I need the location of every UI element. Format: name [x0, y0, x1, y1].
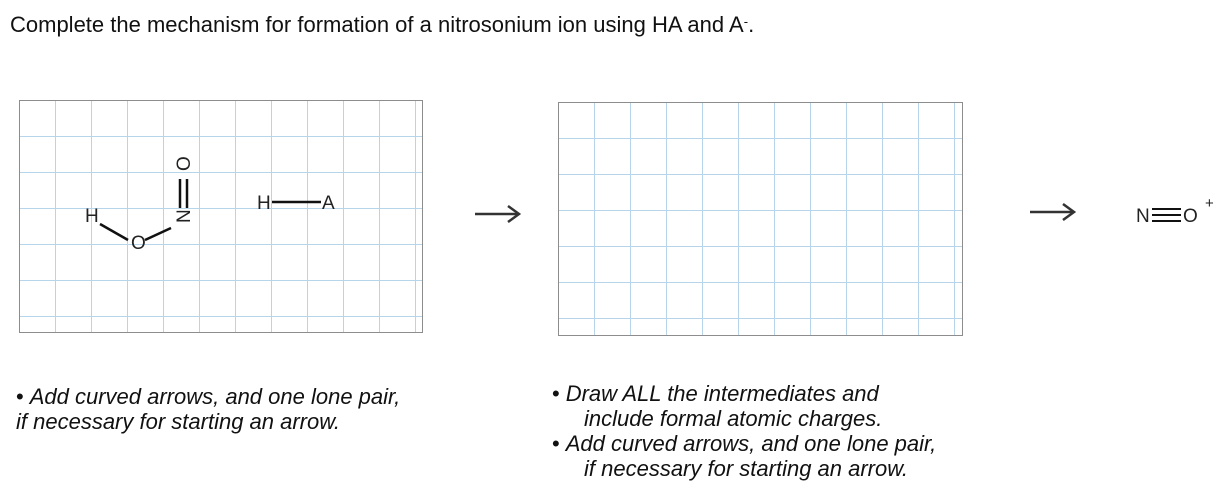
instructions-panel-2: [552, 381, 936, 481]
question-prompt: [10, 12, 754, 38]
instruction-2-item-1-line-1: Draw ALL the intermediates and: [565, 381, 879, 406]
bullet-icon: •: [552, 381, 560, 406]
product-atom-n: N: [1136, 206, 1150, 227]
question-text: Complete the mechanism for formation of a nitrosonium ion using HA and A: [10, 12, 744, 37]
atom-a[interactable]: A: [322, 193, 335, 214]
question-end: .: [748, 12, 755, 37]
atom-n[interactable]: N: [174, 209, 195, 223]
nitrosonium-ion: [1130, 192, 1230, 232]
instructions-panel-1: [16, 384, 400, 434]
atom-o[interactable]: O: [131, 233, 146, 254]
product-charge: +: [1205, 195, 1214, 212]
ha-molecule[interactable]: [20, 101, 424, 334]
atom-o-double[interactable]: O: [174, 156, 195, 171]
instruction-1-line-2: if necessary for starting an arrow.: [16, 409, 341, 434]
instruction-2-item-2-line-1: Add curved arrows, and one lone pair,: [565, 431, 937, 456]
question-superscript: -: [743, 14, 749, 29]
instruction-2-item-1-line-2: include formal atomic charges.: [584, 406, 883, 431]
instruction-1-line-1: Add curved arrows, and one lone pair,: [29, 384, 401, 409]
bullet-icon: •: [16, 384, 24, 409]
drawing-canvas-starting-materials[interactable]: [19, 100, 423, 333]
product-atom-o: O: [1183, 206, 1198, 227]
bullet-icon: •: [552, 431, 560, 456]
right-arrow-icon: [473, 204, 523, 224]
drawing-canvas-intermediates[interactable]: [558, 102, 963, 336]
right-arrow-icon: [1028, 202, 1078, 222]
atom-h[interactable]: H: [85, 206, 99, 227]
instruction-2-item-2-line-2: if necessary for starting an arrow.: [584, 456, 909, 481]
atom-h-acid[interactable]: H: [257, 193, 271, 214]
